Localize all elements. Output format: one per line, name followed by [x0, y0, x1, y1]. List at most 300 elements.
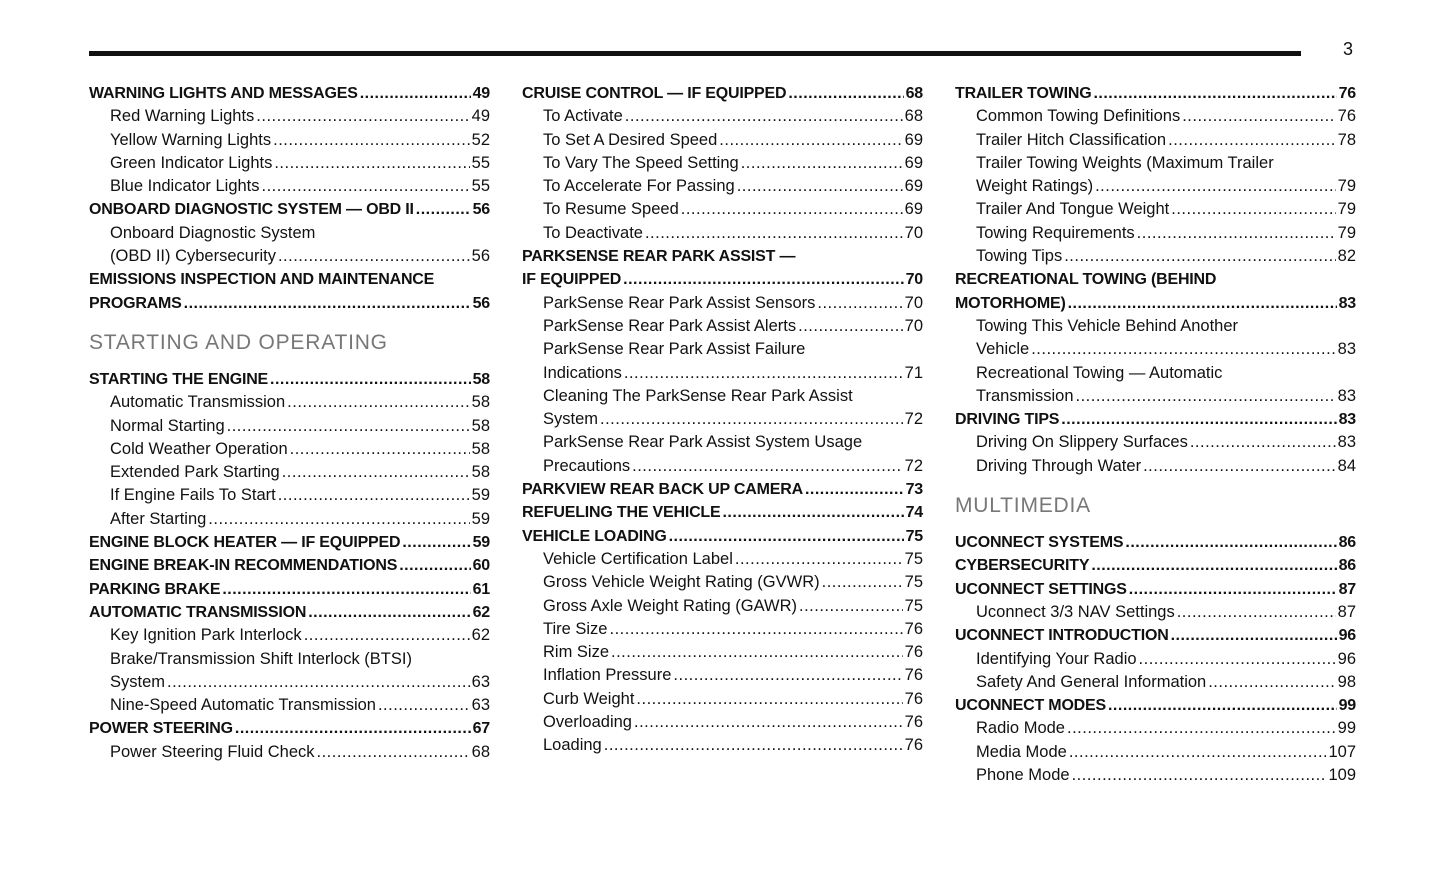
entry-title: Loading — [543, 736, 602, 755]
page-ref: 63 — [471, 696, 490, 715]
toc-entry-minor[interactable] — [89, 175, 490, 198]
page-ref: 58 — [471, 439, 490, 458]
dot-leader — [1171, 198, 1335, 221]
dot-leader — [623, 268, 903, 291]
dot-leader — [669, 525, 904, 548]
toc-entry-major[interactable] — [522, 82, 923, 105]
entry-title: System — [543, 410, 599, 429]
dot-leader — [1072, 764, 1327, 787]
entry-title: Driving On Slippery Surfaces — [976, 433, 1188, 452]
dot-leader — [184, 292, 471, 315]
toc-entry-minor[interactable] — [522, 595, 923, 618]
toc-entry-minor[interactable] — [955, 601, 1356, 624]
page-ref: 86 — [1338, 557, 1356, 575]
page-ref: 99 — [1338, 697, 1356, 715]
dot-leader — [634, 711, 903, 734]
toc-entry-minor[interactable] — [89, 484, 490, 507]
toc-entry-major[interactable] — [522, 245, 923, 292]
entry-title: Towing This Vehicle Behind Another — [976, 316, 1239, 335]
page-ref: 107 — [1328, 742, 1356, 761]
toc-entry-major[interactable] — [89, 268, 490, 315]
entry-title: Uconnect 3/3 NAV Settings — [976, 602, 1175, 621]
entry-title: WARNING LIGHTS AND MESSAGES — [89, 85, 358, 102]
toc-entry-major[interactable] — [522, 525, 923, 548]
dot-leader — [632, 455, 903, 478]
toc-entry-major[interactable] — [955, 82, 1356, 105]
page-ref: 76 — [1337, 107, 1356, 126]
toc-entry-major[interactable] — [89, 578, 490, 601]
entry-title: Safety And General Information — [976, 672, 1207, 691]
toc-entry-minor[interactable] — [955, 245, 1356, 268]
dot-leader — [822, 571, 903, 594]
dot-leader — [273, 129, 470, 152]
page-ref: 75 — [905, 527, 923, 545]
toc-entry-major[interactable] — [89, 601, 490, 624]
page-ref: 87 — [1337, 602, 1356, 621]
entry-title: Cleaning The ParkSense Rear Park Assist — [543, 386, 853, 405]
entry-title: Nine-Speed Automatic Transmission — [110, 696, 376, 715]
page-ref: 76 — [904, 713, 923, 732]
toc-entry-minor[interactable] — [89, 624, 490, 647]
entry-title: Precautions — [543, 456, 631, 475]
toc-entry-minor[interactable] — [955, 152, 1356, 199]
toc-entry-major[interactable] — [955, 694, 1356, 717]
toc-entry-minor[interactable] — [522, 385, 923, 432]
entry-title: UCONNECT SYSTEMS — [955, 534, 1124, 552]
toc-entry-minor[interactable] — [89, 694, 490, 717]
page-ref: 76 — [904, 736, 923, 755]
page-ref: 63 — [471, 672, 490, 691]
toc-column-2 — [522, 82, 923, 758]
toc-entry-minor[interactable] — [89, 105, 490, 128]
dot-leader — [1064, 245, 1335, 268]
entry-title: ENGINE BREAK-IN RECOMMENDATIONS — [89, 557, 398, 575]
page-ref: 71 — [904, 363, 923, 382]
page-ref: 69 — [904, 177, 923, 196]
entry-title: Automatic Transmission — [110, 393, 286, 412]
entry-title: CRUISE CONTROL — IF EQUIPPED — [522, 85, 787, 102]
entry-title: PARKING BRAKE — [89, 580, 221, 598]
dot-leader — [722, 501, 903, 524]
dot-leader — [817, 292, 902, 315]
toc-entry-minor[interactable] — [955, 222, 1356, 245]
page-ref: 70 — [905, 271, 923, 289]
entry-title: ParkSense Rear Park Assist Sensors — [543, 293, 816, 312]
dot-leader — [735, 548, 903, 571]
entry-title: To Resume Speed — [543, 200, 679, 219]
entry-title: PROGRAMS — [89, 294, 182, 312]
toc-entry-minor[interactable] — [522, 129, 923, 152]
toc-entry-major[interactable] — [955, 268, 1356, 315]
page-ref: 83 — [1338, 411, 1356, 429]
toc-entry-major[interactable] — [89, 198, 490, 221]
toc-entry-minor[interactable] — [522, 431, 923, 478]
dot-leader — [1031, 338, 1335, 361]
page-ref: 82 — [1337, 247, 1356, 266]
dot-leader — [1068, 292, 1337, 315]
page-ref: 58 — [471, 416, 490, 435]
dot-leader — [600, 408, 903, 431]
entry-title: ENGINE BLOCK HEATER — IF EQUIPPED — [89, 534, 401, 552]
entry-title: ParkSense Rear Park Assist Failure — [543, 340, 806, 359]
entry-title: Extended Park Starting — [110, 463, 280, 482]
toc-entry-minor[interactable] — [89, 461, 490, 484]
entry-title: Cold Weather Operation — [110, 439, 288, 458]
page-ref: 55 — [471, 153, 490, 172]
dot-leader — [274, 152, 469, 175]
dot-leader — [681, 198, 903, 221]
entry-title: ParkSense Rear Park Assist Alerts — [543, 316, 797, 335]
dot-leader — [256, 105, 469, 128]
dot-leader — [1190, 431, 1336, 454]
page-ref: 55 — [471, 177, 490, 196]
page-ref: 58 — [472, 370, 490, 388]
entry-title: PARKSENSE REAR PARK ASSIST — — [522, 248, 796, 266]
toc-entry-minor[interactable] — [89, 129, 490, 152]
page-number: 3 — [1343, 39, 1354, 59]
entry-title: Rim Size — [543, 643, 610, 662]
dot-leader — [1093, 82, 1336, 105]
dot-leader — [208, 508, 469, 531]
toc-entry-minor[interactable] — [89, 415, 490, 438]
page-ref: 98 — [1337, 672, 1356, 691]
page-ref: 76 — [1338, 85, 1356, 102]
dot-leader — [1177, 601, 1336, 624]
entry-title: POWER STEERING — [89, 720, 233, 738]
entry-title: Common Towing Definitions — [976, 107, 1181, 126]
toc-entry-major[interactable] — [955, 408, 1356, 431]
entry-title: Recreational Towing — Automatic — [976, 363, 1223, 382]
page-ref: 87 — [1338, 580, 1356, 598]
page-ref: 60 — [472, 557, 490, 575]
page-ref: 86 — [1338, 534, 1356, 552]
toc-entry-minor[interactable] — [522, 175, 923, 198]
entry-title: Vehicle — [976, 340, 1030, 359]
entry-title: MOTORHOME) — [955, 294, 1066, 312]
page-ref: 56 — [471, 247, 490, 266]
section-heading: MULTIMEDIA — [955, 494, 1091, 518]
toc-entry-minor[interactable] — [522, 315, 923, 338]
dot-leader — [1091, 554, 1336, 577]
toc-entry-minor[interactable] — [955, 671, 1356, 694]
dot-leader — [741, 152, 903, 175]
dot-leader — [287, 391, 469, 414]
entry-title: ONBOARD DIAGNOSTIC SYSTEM — OBD II — [89, 201, 414, 219]
dot-leader — [610, 618, 903, 641]
entry-title: Towing Tips — [976, 247, 1063, 266]
dot-leader — [798, 315, 903, 338]
toc-entry-minor[interactable] — [522, 548, 923, 571]
dot-leader — [1067, 717, 1336, 740]
toc-entry-major[interactable] — [955, 554, 1356, 577]
toc-entry-minor[interactable] — [522, 711, 923, 734]
dot-leader — [227, 415, 470, 438]
entry-title: Radio Mode — [976, 719, 1065, 738]
dot-leader — [1108, 694, 1337, 717]
toc-entry-major[interactable] — [955, 578, 1356, 601]
page-ref: 74 — [905, 504, 923, 522]
entry-title: Blue Indicator Lights — [110, 177, 260, 196]
dot-leader — [805, 478, 904, 501]
entry-title: Tire Size — [543, 619, 608, 638]
page-ref: 52 — [471, 130, 490, 149]
page-ref: 76 — [904, 689, 923, 708]
dot-leader — [1171, 624, 1337, 647]
dot-leader — [167, 671, 470, 694]
entry-title: UCONNECT MODES — [955, 697, 1106, 715]
dot-leader — [1069, 741, 1327, 764]
dot-leader — [278, 484, 470, 507]
entry-title: Gross Vehicle Weight Rating (GVWR) — [543, 573, 820, 592]
dot-leader — [604, 734, 903, 757]
dot-leader — [1168, 129, 1336, 152]
page-ref: 70 — [904, 316, 923, 335]
dot-leader — [1095, 175, 1336, 198]
dot-leader — [611, 641, 903, 664]
page-ref: 83 — [1338, 294, 1356, 312]
toc-entry-minor[interactable] — [522, 571, 923, 594]
page-ref: 79 — [1337, 223, 1356, 242]
dot-leader — [222, 578, 470, 601]
dot-leader — [1137, 222, 1336, 245]
page-ref: 58 — [471, 393, 490, 412]
entry-title: Yellow Warning Lights — [110, 130, 272, 149]
entry-title: System — [110, 672, 166, 691]
dot-leader — [1076, 385, 1336, 408]
entry-title: (OBD II) Cybersecurity — [110, 247, 276, 266]
page-ref: 84 — [1337, 456, 1356, 475]
dot-leader — [1061, 408, 1336, 431]
dot-leader — [1143, 455, 1336, 478]
page-ref: 70 — [904, 293, 923, 312]
page-ref: 83 — [1337, 340, 1356, 359]
toc-entry-major[interactable] — [522, 501, 923, 524]
dot-leader — [1208, 671, 1335, 694]
page-ref: 76 — [904, 643, 923, 662]
page-ref: 61 — [472, 580, 490, 598]
page-ref: 56 — [472, 201, 490, 219]
entry-title: To Activate — [543, 107, 623, 126]
page-ref: 70 — [904, 223, 923, 242]
entry-title: IF EQUIPPED — [522, 271, 622, 289]
toc-entry-major[interactable] — [89, 717, 490, 740]
entry-title: Phone Mode — [976, 766, 1070, 785]
entry-title: Vehicle Certification Label — [543, 549, 733, 568]
entry-title: UCONNECT INTRODUCTION — [955, 627, 1169, 645]
toc-entry-minor[interactable] — [955, 315, 1356, 362]
entry-title: AUTOMATIC TRANSMISSION — [89, 603, 307, 621]
toc-entry-minor[interactable] — [522, 105, 923, 128]
toc-entry-minor[interactable] — [522, 641, 923, 664]
dot-leader — [625, 105, 903, 128]
toc-entry-minor[interactable] — [522, 292, 923, 315]
page-ref: 62 — [471, 626, 490, 645]
entry-title: To Deactivate — [543, 223, 643, 242]
toc-entry-minor[interactable] — [522, 338, 923, 385]
toc-entry-minor[interactable] — [522, 618, 923, 641]
page-ref: 75 — [904, 549, 923, 568]
dot-leader — [719, 129, 902, 152]
page-ref: 49 — [472, 85, 490, 102]
toc-entry-minor[interactable] — [955, 129, 1356, 152]
entry-title: If Engine Fails To Start — [110, 486, 276, 505]
entry-title: Normal Starting — [110, 416, 225, 435]
page-ref: 79 — [1337, 200, 1356, 219]
dot-leader — [270, 368, 471, 391]
dot-leader — [645, 222, 903, 245]
entry-title: Inflation Pressure — [543, 666, 672, 685]
toc-entry-minor[interactable] — [89, 648, 490, 695]
entry-title: Brake/Transmission Shift Interlock (BTSI) — [110, 649, 412, 668]
toc-entry-minor[interactable] — [89, 391, 490, 414]
toc-column-1 — [89, 82, 490, 764]
dot-leader — [1125, 531, 1336, 554]
toc-entry-minor[interactable] — [955, 198, 1356, 221]
page-ref: 69 — [904, 130, 923, 149]
entry-title: Trailer Towing Weights (Maximum Trailer — [976, 153, 1274, 172]
toc-entry-minor[interactable] — [955, 455, 1356, 478]
header-rule — [89, 51, 1301, 56]
entry-title: PARKVIEW REAR BACK UP CAMERA — [522, 481, 803, 499]
toc-entry-minor[interactable] — [955, 764, 1356, 787]
page-ref: 69 — [904, 200, 923, 219]
entry-title: Transmission — [976, 386, 1074, 405]
page-ref: 56 — [472, 294, 490, 312]
toc-entry-minor[interactable] — [955, 431, 1356, 454]
entry-title: Overloading — [543, 713, 632, 732]
entry-title: RECREATIONAL TOWING (BEHIND — [955, 271, 1217, 289]
entry-title: ParkSense Rear Park Assist System Usage — [543, 433, 863, 452]
entry-title: Red Warning Lights — [110, 107, 255, 126]
entry-title: After Starting — [110, 509, 207, 528]
page-ref: 109 — [1328, 766, 1356, 785]
dot-leader — [308, 601, 470, 624]
entry-title: Identifying Your Radio — [976, 649, 1137, 668]
dot-leader — [378, 694, 470, 717]
toc-entry-minor[interactable] — [89, 222, 490, 269]
page-ref: 76 — [904, 619, 923, 638]
entry-title: Green Indicator Lights — [110, 153, 273, 172]
section-heading: STARTING AND OPERATING — [89, 330, 388, 354]
entry-title: TRAILER TOWING — [955, 85, 1092, 102]
toc-entry-minor[interactable] — [955, 741, 1356, 764]
page-ref: 59 — [471, 509, 490, 528]
entry-title: To Set A Desired Speed — [543, 130, 718, 149]
dot-leader — [799, 595, 903, 618]
page-ref: 69 — [904, 153, 923, 172]
dot-leader — [304, 624, 470, 647]
toc-entry-minor[interactable] — [955, 362, 1356, 409]
page-ref: 59 — [471, 486, 490, 505]
dot-leader — [636, 688, 902, 711]
entry-title: DRIVING TIPS — [955, 411, 1060, 429]
page-ref: 83 — [1337, 433, 1356, 452]
toc-entry-minor[interactable] — [89, 438, 490, 461]
page-ref: 96 — [1337, 649, 1356, 668]
page-ref: 58 — [471, 463, 490, 482]
page-ref: 72 — [904, 456, 923, 475]
page-ref: 79 — [1337, 177, 1356, 196]
toc-entry-minor[interactable] — [522, 152, 923, 175]
page-ref: 68 — [471, 742, 490, 761]
entry-title: EMISSIONS INSPECTION AND MAINTENANCE — [89, 271, 435, 289]
dot-leader — [673, 664, 902, 687]
page-ref: 78 — [1337, 130, 1356, 149]
page-ref: 62 — [472, 603, 490, 621]
toc-entry-minor[interactable] — [522, 198, 923, 221]
toc-entry-minor[interactable] — [955, 105, 1356, 128]
toc-column-3 — [955, 82, 1356, 787]
entry-title: UCONNECT SETTINGS — [955, 580, 1127, 598]
page-ref: 75 — [904, 596, 923, 615]
toc-entry-minor[interactable] — [89, 741, 490, 764]
dot-leader — [317, 741, 470, 764]
toc-entry-major[interactable] — [955, 624, 1356, 647]
entry-title: Trailer And Tongue Weight — [976, 200, 1170, 219]
dot-leader — [788, 82, 903, 105]
page-ref: 68 — [904, 107, 923, 126]
dot-leader — [290, 438, 470, 461]
toc-entry-minor[interactable] — [522, 734, 923, 757]
entry-title: Power Steering Fluid Check — [110, 742, 315, 761]
page-ref: 73 — [905, 481, 923, 499]
toc-entry-major[interactable] — [89, 554, 490, 577]
dot-leader — [1139, 648, 1336, 671]
entry-title: VEHICLE LOADING — [522, 527, 667, 545]
entry-title: STARTING THE ENGINE — [89, 370, 269, 388]
dot-leader — [1129, 578, 1337, 601]
toc-entry-major[interactable] — [89, 368, 490, 391]
page-ref: 59 — [472, 534, 490, 552]
entry-title: Media Mode — [976, 742, 1067, 761]
dot-leader — [360, 82, 471, 105]
entry-title: Gross Axle Weight Rating (GAWR) — [543, 596, 797, 615]
toc-entry-minor[interactable] — [89, 508, 490, 531]
toc-entry-major[interactable] — [955, 531, 1356, 554]
entry-title: Curb Weight — [543, 689, 635, 708]
entry-title: Towing Requirements — [976, 223, 1135, 242]
toc-entry-minor[interactable] — [522, 664, 923, 687]
dot-leader — [624, 362, 903, 385]
dot-leader — [737, 175, 903, 198]
page-ref: 68 — [905, 85, 923, 102]
page-ref: 99 — [1337, 719, 1356, 738]
page-ref: 67 — [472, 720, 490, 738]
entry-title: CYBERSECURITY — [955, 557, 1090, 575]
dot-leader — [1182, 105, 1335, 128]
page-ref: 83 — [1337, 386, 1356, 405]
entry-title: To Vary The Speed Setting — [543, 153, 739, 172]
entry-title: Onboard Diagnostic System — [110, 223, 316, 242]
entry-title: Trailer Hitch Classification — [976, 130, 1167, 149]
dot-leader — [402, 531, 470, 554]
toc-entry-minor[interactable] — [89, 152, 490, 175]
toc-entry-minor[interactable] — [522, 222, 923, 245]
entry-title: Indications — [543, 363, 622, 382]
page-ref: 96 — [1338, 627, 1356, 645]
dot-leader — [399, 554, 470, 577]
toc-entry-major[interactable] — [89, 82, 490, 105]
toc-entry-major[interactable] — [89, 531, 490, 554]
page-ref: 49 — [471, 107, 490, 126]
toc-entry-minor[interactable] — [955, 648, 1356, 671]
dot-leader — [282, 461, 470, 484]
dot-leader — [278, 245, 470, 268]
entry-title: To Accelerate For Passing — [543, 177, 735, 196]
toc-entry-major[interactable] — [522, 478, 923, 501]
toc-entry-minor[interactable] — [522, 688, 923, 711]
toc-entry-minor[interactable] — [955, 717, 1356, 740]
